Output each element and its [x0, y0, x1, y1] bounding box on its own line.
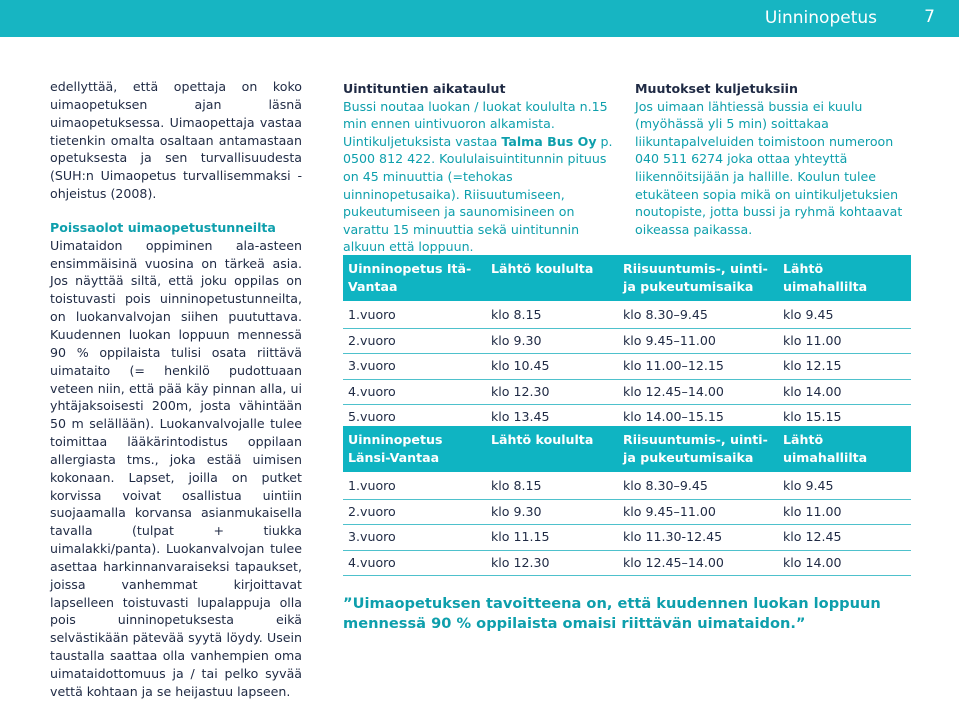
table-cell: klo 11.00–12.15 — [623, 358, 724, 374]
bus-company: Talma Bus Oy — [501, 133, 597, 149]
table-cell: 3.vuoro — [348, 358, 396, 374]
table-cell: 3.vuoro — [348, 529, 396, 545]
table-header-cell: Riisuuntumis-, uinti- ja pukeutumisaika — [623, 261, 768, 294]
table-cell: 1.vuoro — [348, 307, 396, 322]
table-row — [343, 551, 911, 577]
table-cell: 2.vuoro — [348, 503, 396, 519]
schedule-paragraph — [343, 98, 619, 256]
table-cell: klo 12.45–14.00 — [623, 383, 724, 399]
left-column — [50, 78, 302, 701]
table-row — [343, 303, 911, 329]
pull-quote: ”Uimaopetuksen tavoitteena on, että kuudennen luokan loppuun mennessä 90 % oppilaista omaisi riittävän uimataidon.” — [343, 595, 881, 632]
table-cell: 4.vuoro — [348, 554, 396, 570]
table-cell: klo 9.45–11.00 — [623, 503, 716, 519]
schedule-text-after: p. 0500 812 422. Koululaisuintitunnin pituus on 45 minuuttia (=tehokas uinninopetusaika). Riisuutumiseen, pukeutumiseen ja saunomisineen on varattu 15 minuuttia sekä uintitunnin alkuun että loppuun. — [343, 133, 613, 255]
table-header-cell: Lähtö koululta — [491, 432, 594, 447]
table-row — [343, 474, 911, 500]
intro-paragraph: edellyttää, että opettaja on koko uimaopetuksen ajan läsnä uimaopetuksessa. Uimaopettaja vastaa tietenkin omalta osaltaan antamastaan opetuksesta ja sen turvallisuudesta (SUH:n Uimaopetus turvallisemmaksi -ohjeistus (2008). — [50, 79, 302, 202]
header-bar — [0, 0, 959, 37]
table-row — [343, 500, 911, 526]
table-row — [343, 525, 911, 551]
table-cell: 2.vuoro — [348, 332, 396, 348]
table-cell: klo 9.45 — [783, 478, 834, 493]
header-title: Uinninopetus — [764, 8, 877, 28]
table-cell: klo 12.45 — [783, 529, 842, 545]
schedule-text-before: Bussi noutaa luokan / luokat koululta n.15 min ennen uintivuoron alkamista. Uintikuljetuksista vastaa — [343, 98, 608, 149]
absence-heading: Poissaolot uimaopetustunneilta — [50, 219, 276, 235]
middle-column — [343, 80, 619, 256]
table-row — [343, 329, 911, 355]
table-cell: klo 9.45 — [783, 307, 834, 322]
table-cell: klo 8.30–9.45 — [623, 478, 708, 493]
table-cell: klo 10.45 — [491, 358, 550, 374]
table-cell: klo 14.00–15.15 — [623, 409, 724, 425]
table-cell: klo 14.00 — [783, 383, 842, 399]
schedule-heading: Uintituntien aikataulut — [343, 81, 506, 96]
right-column — [635, 80, 911, 238]
table-cell: klo 9.30 — [491, 332, 542, 348]
schedule-table-lansivantaa — [343, 426, 911, 576]
table-header-cell: Lähtö uimahallilta — [783, 432, 868, 465]
table-header-cell: Uinninopetus Länsi-Vantaa — [348, 432, 443, 465]
page-number: 7 — [924, 7, 935, 27]
table-cell: klo 14.00 — [783, 554, 842, 570]
table-row — [343, 380, 911, 406]
table-cell: klo 8.30–9.45 — [623, 307, 708, 322]
table-cell: klo 15.15 — [783, 409, 842, 425]
table-cell: klo 12.45–14.00 — [623, 554, 724, 570]
table-row — [343, 354, 911, 380]
table-cell: klo 13.45 — [491, 409, 550, 425]
table-header-cell: Riisuuntumis-, uinti- ja pukeutumisaika — [623, 432, 768, 465]
table-cell: 5.vuoro — [348, 409, 396, 425]
table-cell: klo 12.15 — [783, 358, 842, 374]
schedule-table-itavantaa — [343, 255, 911, 431]
table-cell: klo 12.30 — [491, 554, 550, 570]
table-cell: klo 11.00 — [783, 503, 842, 519]
table-cell: klo 9.45–11.00 — [623, 332, 716, 348]
table-cell: 4.vuoro — [348, 383, 396, 399]
table-cell: 1.vuoro — [348, 478, 396, 493]
table-header — [343, 255, 911, 301]
absence-paragraph: Uimataidon oppiminen ala-asteen ensimmäisinä vuosina on tärkeä asia. Jos näyttää siltä, että joku oppilas on toistuvasti pois uinninopetustunneilta, on luokanvalvojan siihen puututtava. Kuudennen luokan loppuun mennessä 90 % oppilaista tulisi osata riittävä uimataito (= henkilö pudottuaan veteen niin, että pää käy pinnan alla, ui yhtäjaksoisesti 200m, josta vähintään 50 m selällään). Luokanvalvojalle tulee toimittaa lääkärintodistus oppilaan allergiasta tms., joka estää uimisen kokonaan. Lapset, joilla on putket korvissa voivat osallistua uintiin suojaamalla korvansa asianmukaisella tavalla (tulpat + tiukka uimalakki/panta). Luokanvalvojan tulee asettaa harkinnanvaraiseksi tapaukset, joissa vanhemmat kirjoittavat lapselleen toistuvasti lupalappuja olla pois uinninopetuksesta eikä selvästikään pätevää syytä löydy. Usein taustalla saattaa olla vanhempien oma uimataidottomuus ja / tai pelko syvää vettä kohtaan ja se heijastuu lapseen. — [50, 237, 302, 699]
table-cell: klo 12.30 — [491, 383, 550, 399]
table-cell: klo 11.30-12.45 — [623, 529, 723, 545]
table-header-cell: Uinninopetus Itä-Vantaa — [348, 261, 472, 294]
table-cell: klo 8.15 — [491, 307, 542, 322]
table-cell: klo 8.15 — [491, 478, 542, 493]
table-cell: klo 11.00 — [783, 332, 842, 348]
table-cell: klo 11.15 — [491, 529, 550, 545]
transport-heading: Muutokset kuljetuksiin — [635, 81, 798, 96]
table-header-cell: Lähtö koululta — [491, 261, 594, 276]
table-cell: klo 9.30 — [491, 503, 542, 519]
transport-paragraph: Jos uimaan lähtiessä bussia ei kuulu (myöhässä yli 5 min) soittakaa liikuntapalveluiden toimistoon numeroon 040 511 6274 joka ottaa yhteyttä liikennöitsijään ja hallille. Koulun tulee etukäteen sopia mikä on uintikuljetuksien noutopiste, jotta bussi ja ryhmä kohtaavat oikeassa paikassa. — [635, 98, 903, 237]
table-header — [343, 426, 911, 472]
table-header-cell: Lähtö uimahallilta — [783, 261, 868, 294]
